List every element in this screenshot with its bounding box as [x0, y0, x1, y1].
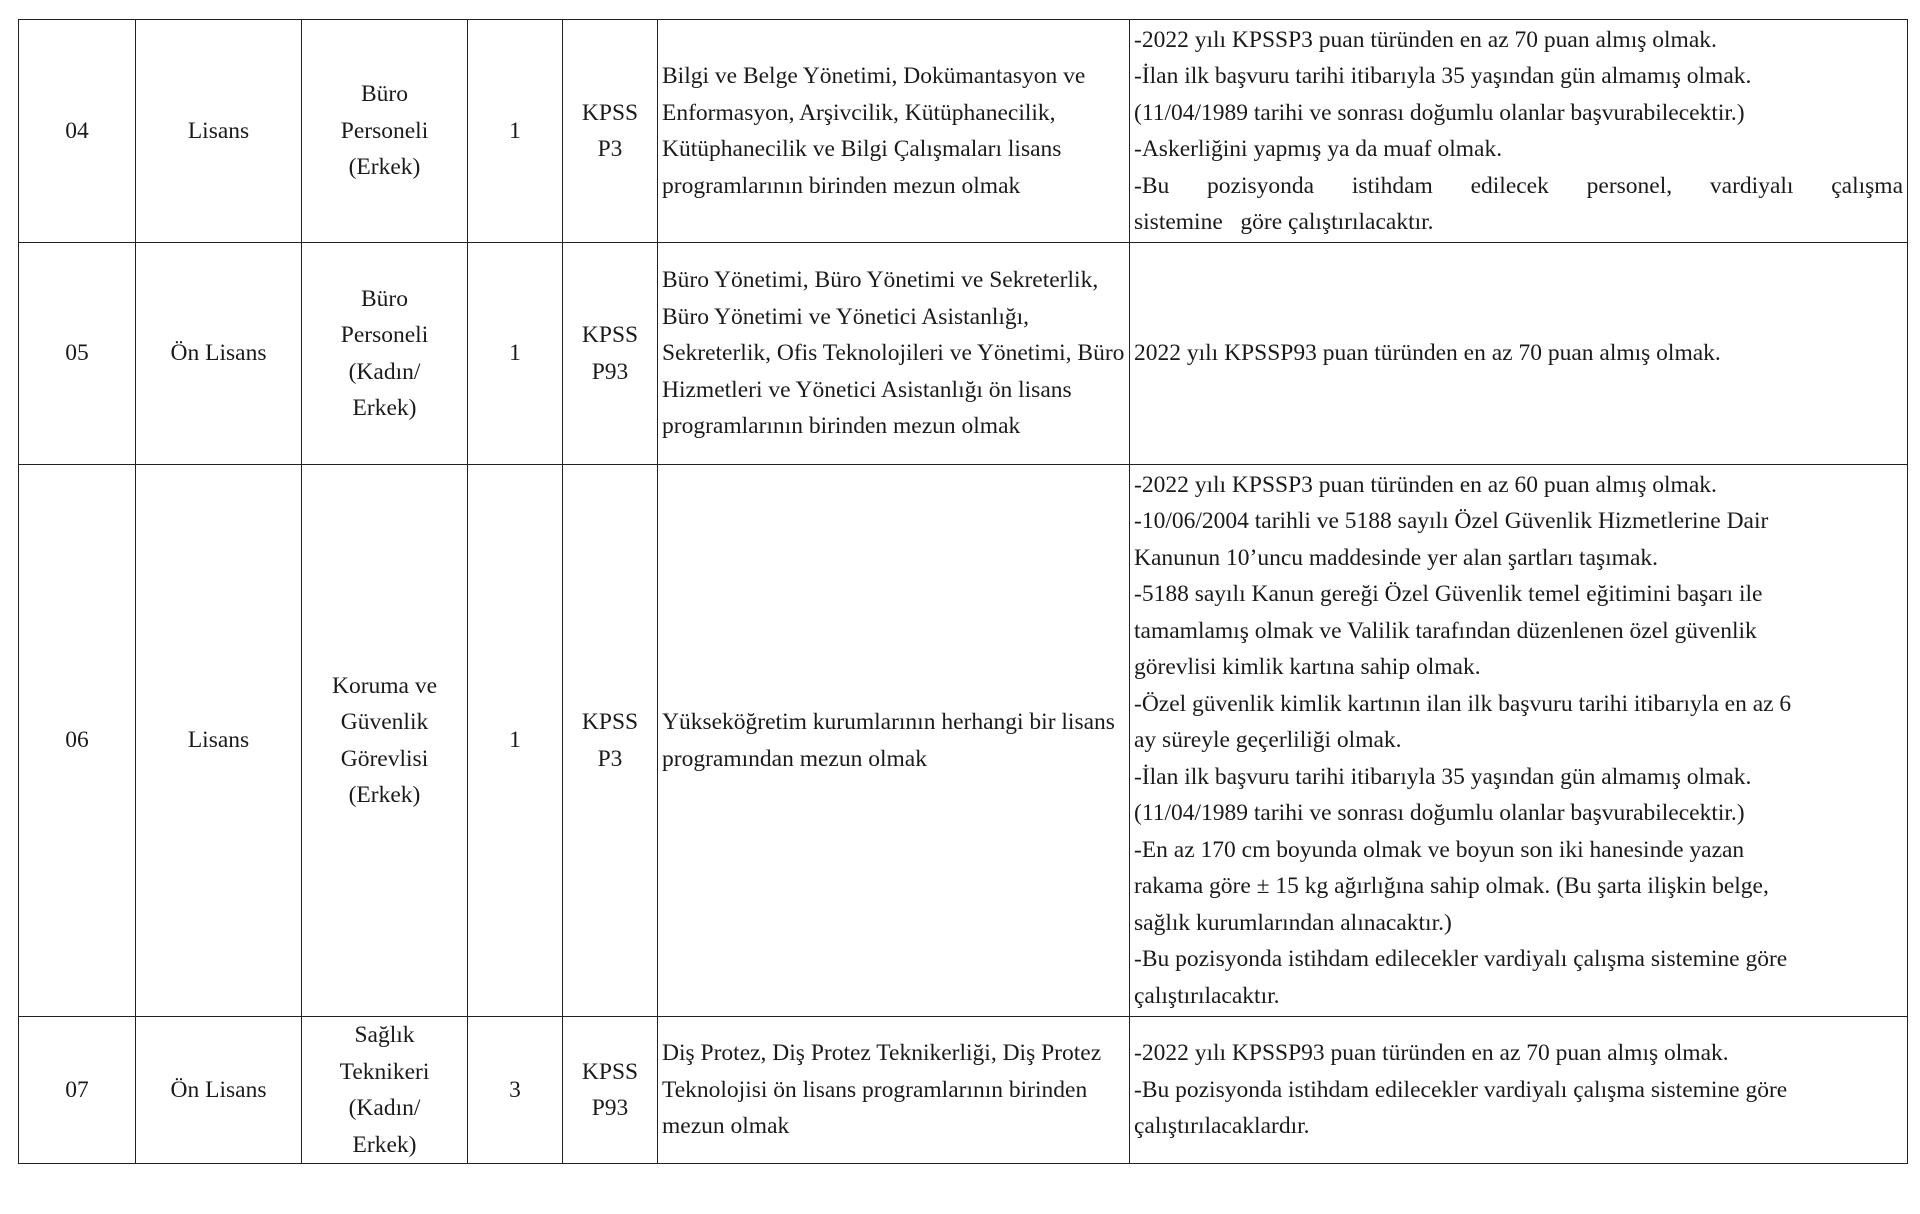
education-requirement: Bilgi ve Belge Yönetimi, Dokümantasyon ve Enformasyon, Arşivcilik, Kütüphanecilik, Kütüphanecilik ve Bilgi Çalışmaları lisans programlarının birinden mezun olmak [658, 20, 1130, 243]
position-count: 1 [468, 20, 563, 243]
education-requirement: Yükseköğretim kurumlarının herhangi bir lisans programından mezun olmak [658, 465, 1130, 1017]
position-title: Büro Personeli (Erkek) [302, 20, 468, 243]
score-type: KPSS P93 [563, 1017, 658, 1164]
special-requirements: -2022 yılı KPSSP93 puan türünden en az 70 puan almış olmak. -Bu pozisyonda istihdam edilecekler vardiyalı çalışma sistemine göre çalıştırılacaklardır. [1130, 1017, 1908, 1164]
education-requirement: Büro Yönetimi, Büro Yönetimi ve Sekreterlik, Büro Yönetimi ve Yönetici Asistanlığı, Sekreterlik, Ofis Teknolojileri ve Yönetimi, Büro Hizmetleri ve Yönetici Asistanlığı ön lisans programlarının birinden mezun olmak [658, 243, 1130, 465]
education-level: Ön Lisans [136, 243, 302, 465]
table-row [19, 243, 1908, 465]
table-row [19, 20, 1908, 243]
special-requirements: -2022 yılı KPSSP3 puan türünden en az 70 puan almış olmak. -İlan ilk başvuru tarihi itibarıyla 35 yaşından gün almamış olmak. (11/04/1989 tarihi ve sonrası doğumlu olanlar başvurabilecektir.) -Askerliğini yapmış ya da muaf olmak. -Bu pozisyonda istihdam edilecek personel, vardiyalı çalışma sistemine göre çalıştırılacaktır. [1130, 20, 1908, 243]
position-count: 1 [468, 465, 563, 1017]
special-requirements: -2022 yılı KPSSP3 puan türünden en az 60 puan almış olmak. -10/06/2004 tarihli ve 5188 sayılı Özel Güvenlik Hizmetlerine Dair Kanunun 10’uncu maddesinde yer alan şartları taşımak. -5188 sayılı Kanun gereği Özel Güvenlik temel eğitimini başarı ile tamamlamış olmak ve Valilik tarafından düzenlenen özel güvenlik görevlisi kimlik kartına sahip olmak. -Özel güvenlik kimlik kartının ilan ilk başvuru tarihi itibarıyla en az 6 ay süreyle geçerliliği olmak. -İlan ilk başvuru tarihi itibarıyla 35 yaşından gün almamış olmak. (11/04/1989 tarihi ve sonrası doğumlu olanlar başvurabilecektir.) -En az 170 cm boyunda olmak ve boyun son iki hanesinde yazan rakama göre ± 15 kg ağırlığına sahip olmak. (Bu şarta ilişkin belge, sağlık kurumlarından alınacaktır.) -Bu pozisyonda istihdam edilecekler vardiyalı çalışma sistemine göre çalıştırılacaktır. [1130, 465, 1908, 1017]
special-requirements: 2022 yılı KPSSP93 puan türünden en az 70 puan almış olmak. [1130, 243, 1908, 465]
position-code: 05 [19, 243, 136, 465]
education-level: Lisans [136, 465, 302, 1017]
position-code: 04 [19, 20, 136, 243]
position-count: 1 [468, 243, 563, 465]
position-title: Koruma ve Güvenlik Görevlisi (Erkek) [302, 465, 468, 1017]
education-requirement: Diş Protez, Diş Protez Teknikerliği, Diş Protez Teknolojisi ön lisans programlarının birinden mezun olmak [658, 1017, 1130, 1164]
positions-table [18, 19, 1908, 1164]
position-code: 06 [19, 465, 136, 1017]
position-title: Sağlık Teknikeri (Kadın/ Erkek) [302, 1017, 468, 1164]
table-row [19, 1017, 1908, 1164]
education-level: Lisans [136, 20, 302, 243]
position-code: 07 [19, 1017, 136, 1164]
score-type: KPSS P3 [563, 20, 658, 243]
position-count: 3 [468, 1017, 563, 1164]
score-type: KPSS P93 [563, 243, 658, 465]
table-row [19, 465, 1908, 1017]
score-type: KPSS P3 [563, 465, 658, 1017]
education-level: Ön Lisans [136, 1017, 302, 1164]
position-title: Büro Personeli (Kadın/ Erkek) [302, 243, 468, 465]
